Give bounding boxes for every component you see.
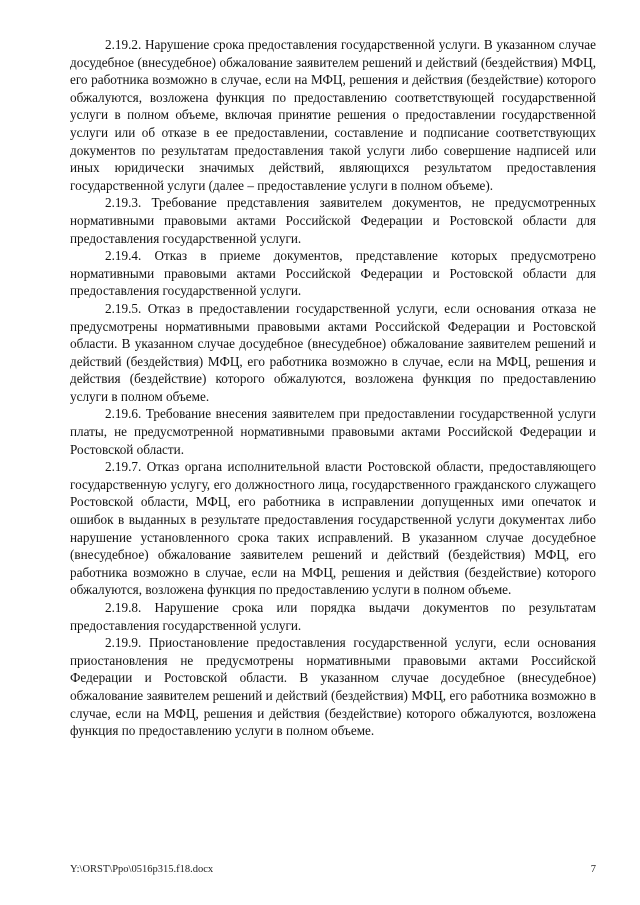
paragraph-2-19-6: 2.19.6. Требование внесения заявителем при предоставлении государственной услуги платы, не предусмотренной нормативными правовыми актами Российской Федерации и Ростовской области. — [70, 406, 596, 457]
paragraph-2-19-7: 2.19.7. Отказ органа исполнительной власти Ростовской области, предоставляющего государственную услугу, его должностного лица, государственного гражданского служащего Ростовской области, МФЦ, его работника в исправлении допущенных ими опечаток и ошибок в выданных в результате предоставления государственной услуги документах либо нарушение установленного срока таких исправлений. В указанном случае досудебное (внесудебное) обжалование заявителем решений и действий (бездействия) МФЦ, его работника возможно в случае, если на МФЦ, решения и действия (бездействие) которого обжалуются, возложена функция по предоставлению услуги в полном объеме. — [70, 459, 596, 598]
paragraph-2-19-5: 2.19.5. Отказ в предоставлении государственной услуги, если основания отказа не предусмотрены нормативными правовыми актами Российской Федерации и Ростовской области. В указанном случае досудебное (внесудебное) обжалование заявителем решений и действий (бездействия) МФЦ, его работника возможно в случае, если на МФЦ, решения и действия (бездействие) которого обжалуются, возложена функция по предоставлению услуги в полном объеме. — [70, 300, 596, 404]
paragraph-2-19-8: 2.19.8. Нарушение срока или порядка выдачи документов по результатам предоставления государственной услуги. — [70, 600, 596, 633]
page-number: 7 — [590, 864, 596, 875]
paragraph-2-19-2: 2.19.2. Нарушение срока предоставления государственной услуги. В указанном случае досудебное (внесудебное) обжалование заявителем решений и действий (бездействия) МФЦ, его работника возможно в случае, если на МФЦ, решения и действия (бездействие) которого обжалуются, возложена функция по предоставлению соответствующей государственной услуги в полном объеме, включая принятие решения о предоставлении государственной услуги или об отказе в ее предоставлении, составление и подписание соответствующих документов по результатам предоставления такой услуги либо совершение надписей или иных юридически значимых действий, являющихся результатом предоставления государственной услуги (далее – предоставление услуги в полном объеме). — [70, 37, 596, 193]
paragraph-2-19-9: 2.19.9. Приостановление предоставления государственной услуги, если основания приостановления не предусмотрены нормативными правовыми актами Российской Федерации и Ростовской области. В указанном случае досудебное (внесудебное) обжалование заявителем решений и действий (бездействия) МФЦ, его работника возможно в случае, если на МФЦ, решения и действия (бездействие) которого обжалуются, возложена функция по предоставлению услуги в полном объеме. — [70, 635, 596, 739]
paragraph-2-19-3: 2.19.3. Требование представления заявителем документов, не предусмотренных нормативными правовыми актами Российской Федерации и Ростовской области для предоставления государственной услуги. — [70, 195, 596, 246]
footer-file-path: Y:\ORST\Ppo\0516p315.f18.docx — [70, 864, 214, 875]
document-body — [70, 36, 596, 740]
paragraph-2-19-4: 2.19.4. Отказ в приеме документов, представление которых предусмотрено нормативными правовыми актами Российской Федерации и Ростовской области для предоставления государственной услуги. — [70, 248, 596, 299]
